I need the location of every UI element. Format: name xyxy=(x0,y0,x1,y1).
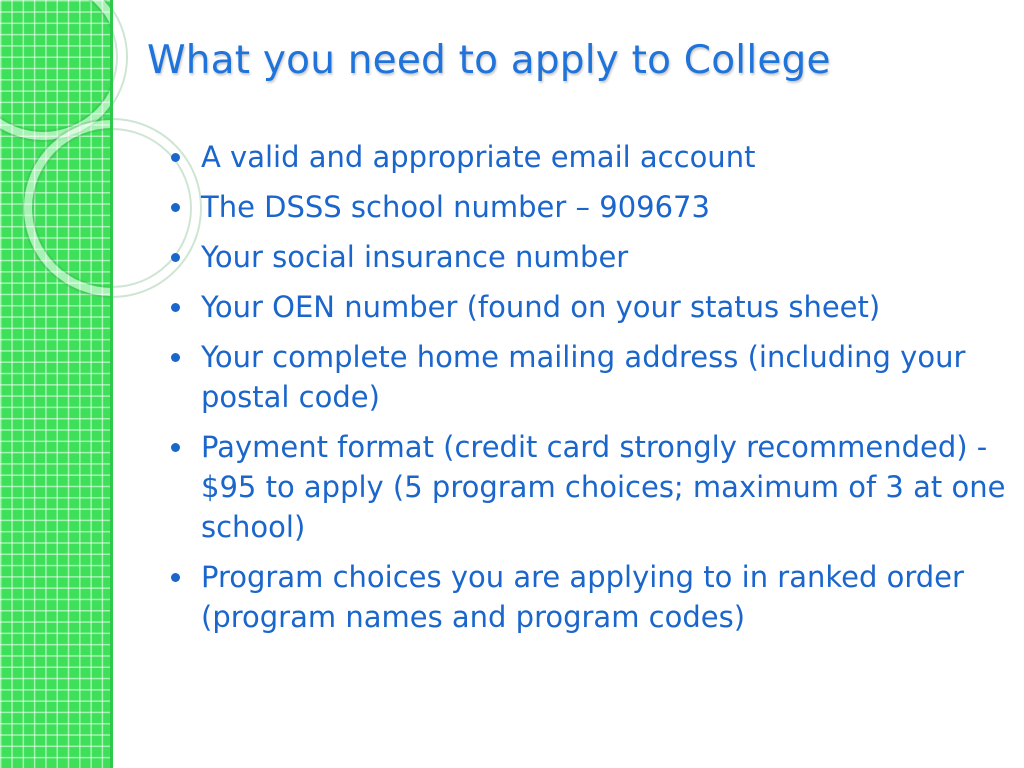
bullet-item xyxy=(169,137,1009,177)
bullet-item xyxy=(169,187,1009,227)
bullet-dot-icon xyxy=(171,303,180,312)
bullet-text: A valid and appropriate email account xyxy=(201,140,756,174)
bullet-text: Program choices you are applying to in ranked order (program names and program codes) xyxy=(201,560,964,634)
bullet-text: Your complete home mailing address (including your postal code) xyxy=(201,340,966,414)
bullet-dot-icon xyxy=(171,253,180,262)
bullet-item xyxy=(169,427,1009,547)
bullet-dot-icon xyxy=(171,443,180,452)
bullet-dot-icon xyxy=(171,573,180,582)
bullet-dot-icon xyxy=(171,153,180,162)
bullet-text: The DSSS school number – 909673 xyxy=(201,190,710,224)
bullet-list xyxy=(169,137,1009,647)
slide-title: What you need to apply to College xyxy=(147,38,831,83)
decorative-side-panel xyxy=(0,0,113,768)
bullet-item xyxy=(169,237,1009,277)
bullet-item xyxy=(169,557,1009,637)
bullet-item xyxy=(169,287,1009,327)
bullet-item xyxy=(169,337,1009,417)
bullet-dot-icon xyxy=(171,353,180,362)
bullet-dot-icon xyxy=(171,203,180,212)
bullet-text: Your OEN number (found on your status sheet) xyxy=(201,290,881,324)
bullet-text: Your social insurance number xyxy=(201,240,629,274)
decorative-ring xyxy=(0,0,126,140)
bullet-text: Payment format (credit card strongly recommended) - $95 to apply (5 program choices; maximum of 3 at one school) xyxy=(201,430,1006,544)
slide-content xyxy=(113,0,1024,768)
